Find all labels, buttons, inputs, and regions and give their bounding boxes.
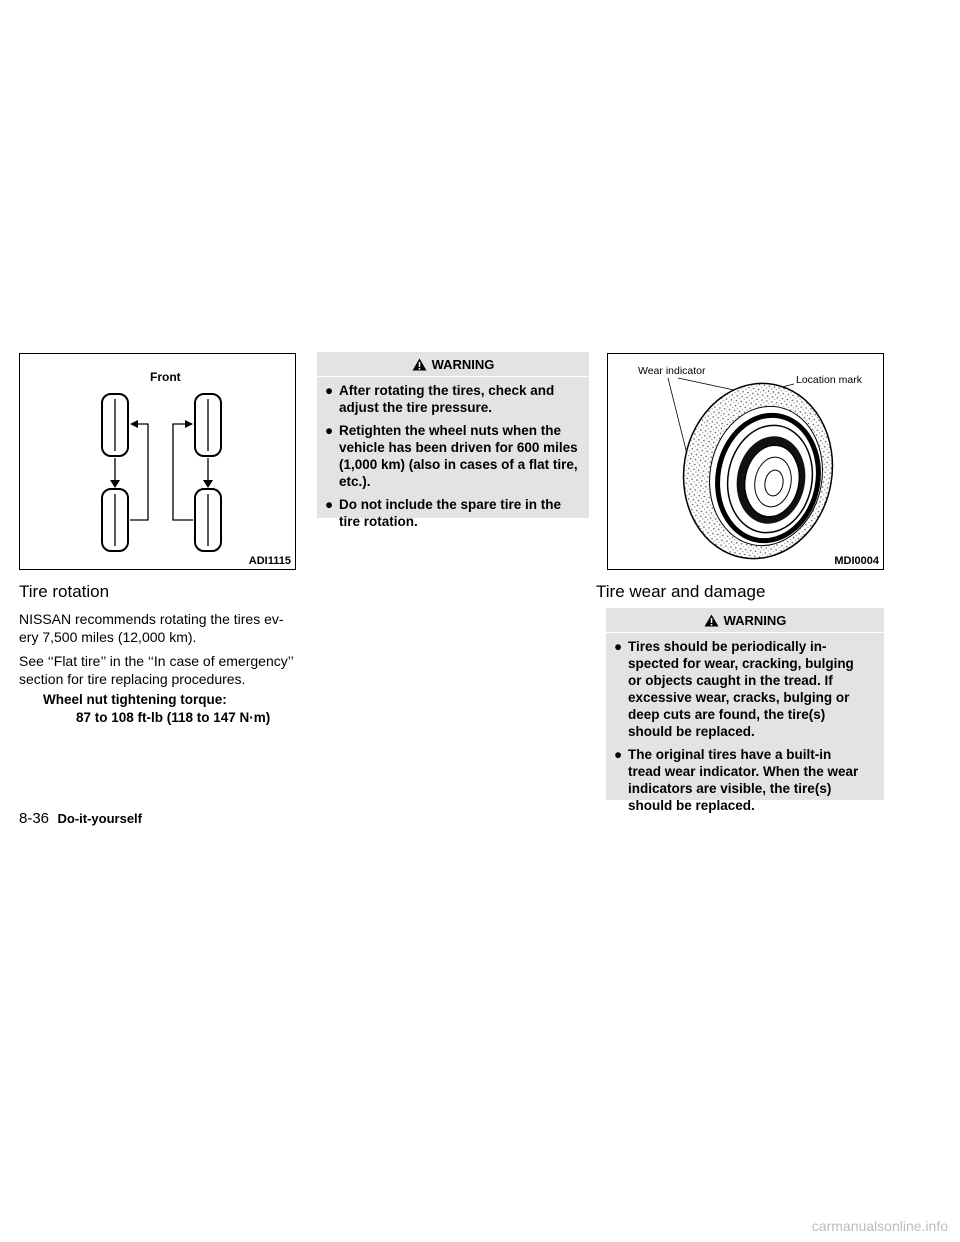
wear-indicator-label: Wear indicator bbox=[638, 365, 706, 377]
text-line: or objects caught in the tread. If bbox=[628, 673, 833, 688]
warning-list bbox=[317, 377, 589, 544]
section-title-tire-rotation: Tire rotation bbox=[19, 582, 110, 601]
warning-header bbox=[606, 608, 884, 633]
bullet-icon: ● bbox=[614, 747, 623, 762]
text-line: indicators are visible, the tire(s) bbox=[628, 781, 832, 796]
warning-item bbox=[325, 496, 581, 530]
text-line: should be replaced. bbox=[628, 724, 755, 739]
rotation-paragraph-1 bbox=[19, 610, 299, 646]
text-line: Do not include the spare tire in the bbox=[339, 497, 562, 512]
text-line: tread wear indicator. When the wear bbox=[628, 764, 859, 779]
warning-title: WARNING bbox=[431, 356, 495, 372]
tire-wear-figure bbox=[607, 353, 884, 570]
torque-value: 87 to 108 ft-lb (118 to 147 N·m) bbox=[76, 710, 271, 725]
text-line: etc.). bbox=[339, 474, 371, 489]
text-line: deep cuts are found, the tire(s) bbox=[628, 707, 826, 722]
text-line: adjust the tire pressure. bbox=[339, 400, 493, 415]
tire-rotation-diagram bbox=[20, 354, 295, 569]
warning-list bbox=[606, 633, 884, 828]
warning-item bbox=[614, 746, 876, 814]
section-title-tire-wear: Tire wear and damage bbox=[596, 582, 766, 601]
text-line: (1,000 km) (also in cases of a flat tire, bbox=[339, 457, 578, 472]
text-line: See ‘‘Flat tire’’ in the ‘‘In case of emergency’’ bbox=[19, 653, 294, 669]
footer-section-label: Do-it-yourself bbox=[57, 811, 142, 826]
figure-code: MDI0004 bbox=[834, 555, 879, 567]
warning-box-wear bbox=[606, 608, 884, 813]
tire-rotation-figure bbox=[19, 353, 296, 570]
text-line: NISSAN recommends rotating the tires ev- bbox=[19, 611, 284, 627]
text-line: ery 7,500 miles (12,000 km). bbox=[19, 629, 197, 645]
tire-wear-illustration bbox=[608, 354, 883, 569]
bullet-icon: ● bbox=[325, 497, 334, 512]
location-mark-label: Location mark bbox=[796, 374, 862, 386]
warning-title: WARNING bbox=[723, 612, 787, 628]
warning-item bbox=[325, 422, 581, 490]
text-line: The original tires have a built-in bbox=[628, 747, 832, 762]
warning-item bbox=[325, 382, 581, 416]
warning-icon bbox=[412, 358, 427, 371]
torque-label: Wheel nut tightening torque: bbox=[43, 692, 227, 707]
figure-code: ADI1115 bbox=[248, 555, 291, 567]
watermark: carmanualsonline.info bbox=[811, 1218, 948, 1234]
text-line: After rotating the tires, check and bbox=[339, 383, 555, 398]
bullet-icon: ● bbox=[325, 383, 334, 398]
bullet-icon: ● bbox=[614, 639, 623, 654]
text-line: excessive wear, cracks, bulging or bbox=[628, 690, 850, 705]
page-number: 8-36 bbox=[19, 810, 50, 827]
text-line: should be replaced. bbox=[628, 798, 755, 813]
text-line: Retighten the wheel nuts when the bbox=[339, 423, 562, 438]
warning-header bbox=[317, 352, 589, 377]
text-line: Tires should be periodically in- bbox=[628, 639, 827, 654]
front-label: Front bbox=[150, 370, 181, 384]
text-line: section for tire replacing procedures. bbox=[19, 671, 246, 687]
warning-box-rotation bbox=[317, 352, 589, 529]
bullet-icon: ● bbox=[325, 423, 334, 438]
page-footer bbox=[19, 810, 142, 828]
text-line: tire rotation. bbox=[339, 514, 418, 529]
warning-icon bbox=[704, 614, 719, 627]
text-line: spected for wear, cracking, bulging bbox=[628, 656, 854, 671]
warning-item bbox=[614, 638, 876, 740]
rotation-paragraph-2 bbox=[19, 652, 304, 688]
text-line: vehicle has been driven for 600 miles bbox=[339, 440, 578, 455]
